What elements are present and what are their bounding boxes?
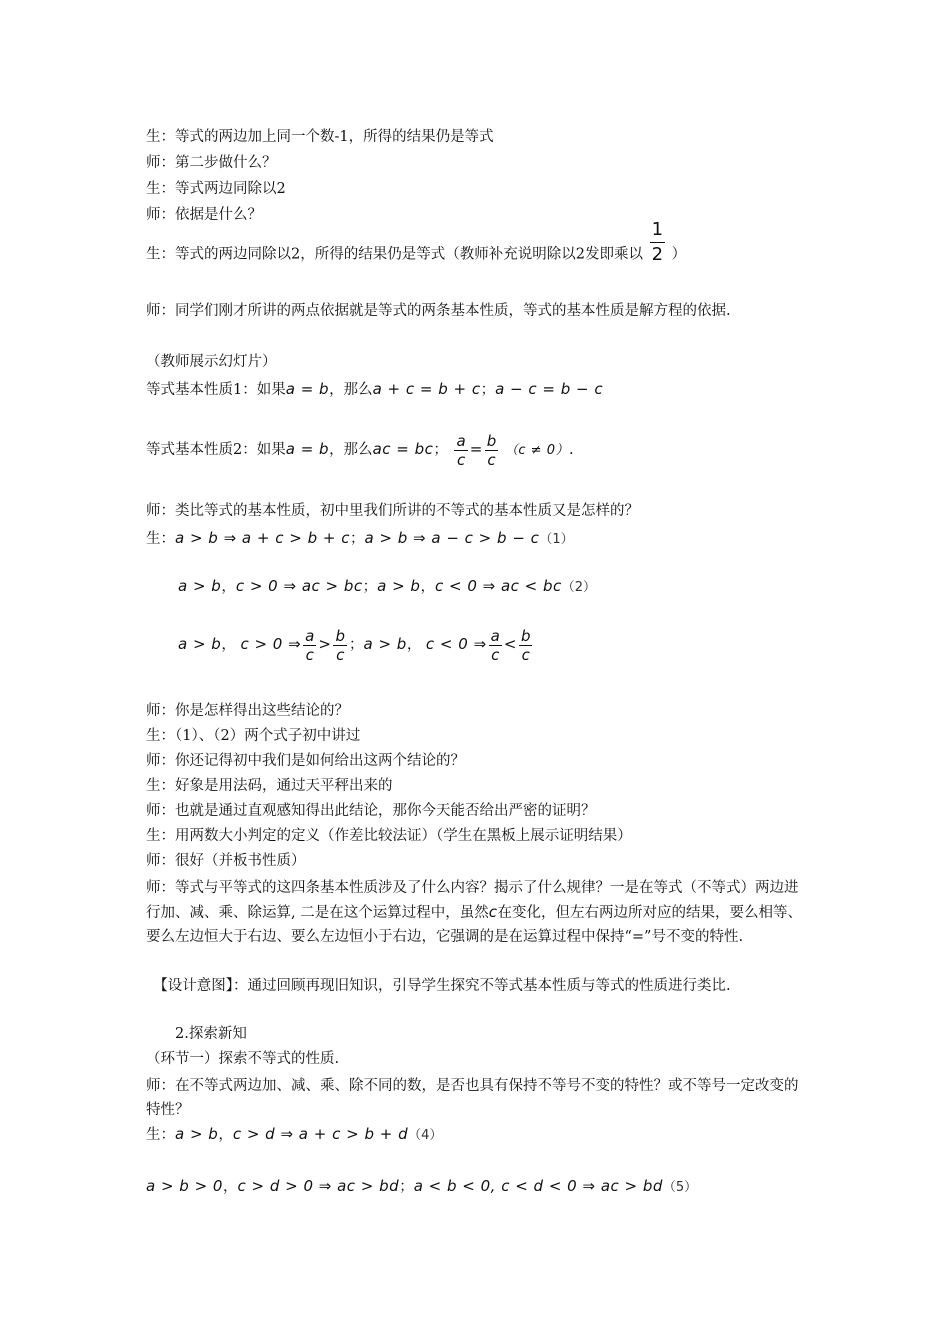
dialogue-line: 生：用两数大小判定的定义（作差比较法证）（学生在黑板上展示证明结果） [146, 828, 632, 844]
equality-property-1 [146, 379, 603, 400]
fraction-b-over-c [485, 432, 499, 469]
comma: ， [222, 1179, 238, 1195]
comma: ， [221, 579, 236, 595]
equation-tag: （1） [539, 532, 574, 547]
comma: ， [420, 579, 435, 595]
inequality-line-3 [178, 622, 534, 667]
greater-than-sign: > [318, 635, 332, 653]
dialogue-paragraph [146, 876, 806, 949]
fraction-numerator: a [456, 431, 466, 450]
dialogue-line-with-fraction [146, 219, 687, 279]
fraction-denominator: c [456, 450, 466, 469]
condition: （c ≠ 0） [504, 443, 569, 458]
text: ，那么 [329, 382, 373, 398]
dialogue-line: 师：类比等式的基本性质，初中里我们所讲的不等式的基本性质又是怎样的？ [146, 503, 639, 519]
fraction-a-over-c [303, 627, 316, 664]
fraction-a-over-c [489, 627, 502, 664]
equality-property-2 [146, 428, 574, 472]
subsection-heading: （环节一）探索不等式的性质. [146, 1051, 340, 1067]
dialogue-line: 生：等式的两边加上同一个数-1，所得的结果仍是等式 [146, 129, 494, 145]
comma: ， [406, 637, 422, 653]
comma: ， [218, 1127, 233, 1143]
less-than-sign: < [503, 635, 517, 653]
speaker-label: 生： [146, 531, 175, 547]
separator: ； [433, 442, 448, 458]
math-expression: c > 0 ⇒ [240, 635, 302, 653]
dialogue-line: 师：第二步做什么？ [146, 155, 277, 171]
fraction-denominator: c [305, 645, 314, 664]
fraction-numerator: b [486, 431, 497, 450]
fraction-denominator: c [336, 645, 345, 664]
separator: ； [399, 1179, 414, 1195]
math-expression: a + c = b + c [372, 380, 481, 398]
inequality-line-2 [178, 576, 596, 598]
math-expression: c < 0 ⇒ ac < bc [434, 577, 562, 595]
separator: ； [349, 531, 365, 547]
math-expression: a > b [178, 577, 222, 595]
math-expression: a > b [175, 1125, 219, 1143]
math-expression: a = b [285, 380, 330, 398]
dialogue-line: 师：你是怎样得出这些结论的？ [146, 703, 349, 719]
math-expression: a > b ⇒ a + c > b + c [175, 529, 350, 547]
line-text: ） [671, 246, 687, 263]
equation-tag: （5） [662, 1180, 698, 1195]
math-expression: a = b [285, 440, 330, 458]
fraction-denominator: c [521, 645, 530, 664]
dialogue-line: 生：好象是用法码，通过天平秤出来的 [146, 778, 393, 794]
note-line: （教师展示幻灯片） [146, 354, 277, 370]
dialogue-line: 生：等式两边同除以2 [146, 181, 286, 197]
dialogue-paragraph: 师：同学们刚才所讲的两点依据就是等式的两条基本性质，等式的基本性质是解方程的依据. [146, 303, 731, 319]
equals-sign: = [469, 440, 483, 458]
separator: ； [348, 637, 364, 653]
math-expression: a > b > 0 [146, 1177, 223, 1195]
equation-tag: （2） [561, 580, 597, 595]
inequality-line-1 [146, 528, 574, 550]
section-heading: 2.探索新知 [146, 1026, 247, 1042]
dialogue-line: 生：（1）、（2）两个式子初中讲过 [146, 728, 361, 744]
fraction-denominator: c [487, 450, 496, 469]
math-expression: c > d > 0 ⇒ ac > bd [237, 1177, 400, 1195]
separator: ； [362, 579, 378, 595]
fraction-denominator: c [491, 645, 500, 664]
dialogue-line: 师：你还记得初中我们是如何给出这两个结论的？ [146, 753, 465, 769]
math-expression: a > b [377, 577, 421, 595]
equation-tag: （4） [408, 1128, 443, 1143]
math-expression: c > 0 ⇒ ac > bc [235, 577, 363, 595]
dialogue-line: 师：依据是什么？ [146, 207, 262, 223]
math-expression: ac = bc [372, 440, 434, 458]
line-text: 生：等式的两边同除以2，所得的结果仍是等式（教师补充说明除以2发即乘以 [146, 246, 643, 263]
design-intent-paragraph: 【设计意图】：通过回顾再现旧知识，引导学生探究不等式基本性质与等式的性质进行类比. [146, 978, 731, 994]
period: . [568, 442, 574, 458]
fraction-b-over-c [333, 627, 347, 664]
text: ，那么 [329, 442, 373, 458]
fraction-a-over-c [454, 432, 467, 469]
fraction-one-half [650, 218, 665, 267]
math-expression: c < 0 ⇒ [425, 635, 487, 653]
separator: ； [480, 382, 496, 398]
fraction-numerator: b [335, 626, 345, 645]
fraction-numerator: a [490, 626, 500, 645]
math-expression: a > b [178, 635, 222, 653]
property-label: 等式基本性质2：如果 [146, 442, 286, 458]
math-expression: a < b < 0, c < d < 0 ⇒ ac > bd [413, 1177, 663, 1195]
speaker-label: 生： [146, 1127, 175, 1143]
fraction-numerator: a [305, 626, 315, 645]
inequality-line-4 [146, 1124, 442, 1146]
math-expression: a > b [363, 635, 407, 653]
dialogue-line: 师：也就是通过直观感知得出此结论，那你今天能否给出严密的证明？ [146, 803, 596, 819]
paragraph-text: 在变化，但左右两边所对应的结果，要么相等、要么左边恒大于右边、要么左边恒小于右边，它强调的是在运算过程中保持“=”号不变的特性. [146, 905, 802, 945]
math-expression: a > b ⇒ a − c > b − c [364, 529, 540, 547]
fraction-denominator: 2 [651, 244, 664, 265]
math-expression: a − c = b − c [495, 380, 604, 398]
fraction-b-over-c [519, 627, 533, 664]
dialogue-line: 师：很好（并板书性质） [146, 853, 306, 869]
property-label: 等式基本性质1：如果 [146, 382, 286, 398]
comma: ， [221, 637, 236, 653]
dialogue-paragraph: 师：在不等式两边加、减、乘、除不同的数，是否也具有保持不等号不变的特性？或不等号一定改变的特性？ [146, 1078, 799, 1118]
math-variable: c [488, 903, 498, 921]
math-expression: c > d ⇒ a + c > b + d [232, 1125, 409, 1143]
paragraph-text: 师：等式与平等式的这四条基本性质涉及了什么内容？揭示了什么规律？一是在等式（不等式）两边进行加、减、乘、除运算, 二是在这个运算过程中，虽然 [146, 880, 799, 921]
fraction-numerator: b [520, 626, 531, 645]
inequality-line-5 [146, 1176, 697, 1198]
fraction-numerator: 1 [650, 218, 665, 243]
